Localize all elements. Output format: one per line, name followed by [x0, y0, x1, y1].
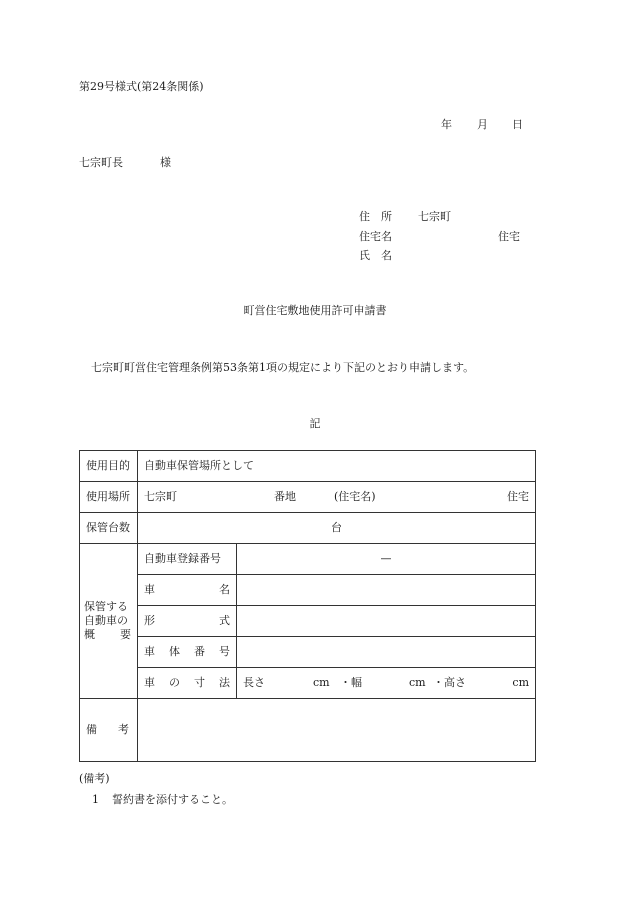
date-month: 月	[477, 118, 488, 131]
date-year: 年	[441, 118, 452, 131]
addressee-name: 七宗町長	[79, 156, 123, 169]
application-table	[79, 450, 536, 762]
form-number: 第29号様式(第24条関係)	[79, 80, 204, 93]
dims-width-unit: cm	[409, 676, 426, 689]
body-number-value	[237, 637, 536, 668]
name-label: 氏 名	[359, 249, 392, 262]
location-town: 七宗町	[144, 490, 177, 503]
address-label: 住 所	[359, 210, 392, 223]
vehicle-label-line3: 概 要	[84, 628, 131, 641]
purpose-label: 使用目的	[80, 451, 138, 482]
dims-width-label: ・幅	[340, 676, 362, 689]
purpose-value: 自動車保管場所として	[138, 451, 536, 482]
location-row	[80, 482, 536, 513]
dimensions-label: 車 の 寸 法	[138, 668, 237, 699]
purpose-row	[80, 451, 536, 482]
dimensions-value	[237, 668, 536, 699]
vehicle-label-line2: 自動車の	[84, 614, 128, 627]
notes-value	[138, 699, 536, 762]
footnote-item-text: 誓約書を添付すること。	[112, 793, 233, 806]
count-label: 保管台数	[80, 513, 138, 544]
model-label: 形 式	[138, 606, 237, 637]
count-row	[80, 513, 536, 544]
dims-height-unit: cm	[512, 676, 529, 689]
date-day: 日	[512, 118, 523, 131]
dimensions-row	[80, 668, 536, 699]
dims-length-label: 長さ	[243, 676, 265, 689]
model-value	[237, 606, 536, 637]
registration-value: —	[237, 544, 536, 575]
dims-height-label: ・高さ	[433, 676, 466, 689]
location-housing: (住宅名)	[334, 490, 376, 503]
body-number-label: 車 体 番 号	[138, 637, 237, 668]
location-label: 使用場所	[80, 482, 138, 513]
vehicle-label-line1: 保管する	[84, 600, 128, 613]
model-row	[80, 606, 536, 637]
body-text: 七宗町町営住宅管理条例第53条第1項の規定により下記のとおり申請します。	[91, 361, 475, 374]
notes-label: 備 考	[80, 699, 138, 762]
vehicle-name-value	[237, 575, 536, 606]
footnote-heading: (備考)	[79, 772, 110, 785]
registration-row	[80, 544, 536, 575]
document-title: 町営住宅敷地使用許可申請書	[243, 304, 387, 317]
registration-label: 自動車登録番号	[138, 544, 237, 575]
housing-label: 住宅名	[359, 230, 392, 243]
footnote-item-number: 1	[92, 793, 99, 806]
location-banchi: 番地	[274, 490, 296, 503]
body-number-row	[80, 637, 536, 668]
housing-suffix: 住宅	[498, 230, 520, 243]
addressee-honorific: 様	[160, 156, 171, 169]
vehicle-name-row	[80, 575, 536, 606]
location-cell	[138, 482, 536, 513]
vehicle-overview-label	[80, 544, 138, 699]
dims-length-unit: cm	[313, 676, 330, 689]
count-unit: 台	[138, 513, 536, 544]
notes-row	[80, 699, 536, 762]
address-value: 七宗町	[418, 210, 451, 223]
vehicle-name-label: 車 名	[138, 575, 237, 606]
ki-marker: 記	[309, 417, 321, 430]
location-suffix: 住宅	[507, 490, 529, 503]
